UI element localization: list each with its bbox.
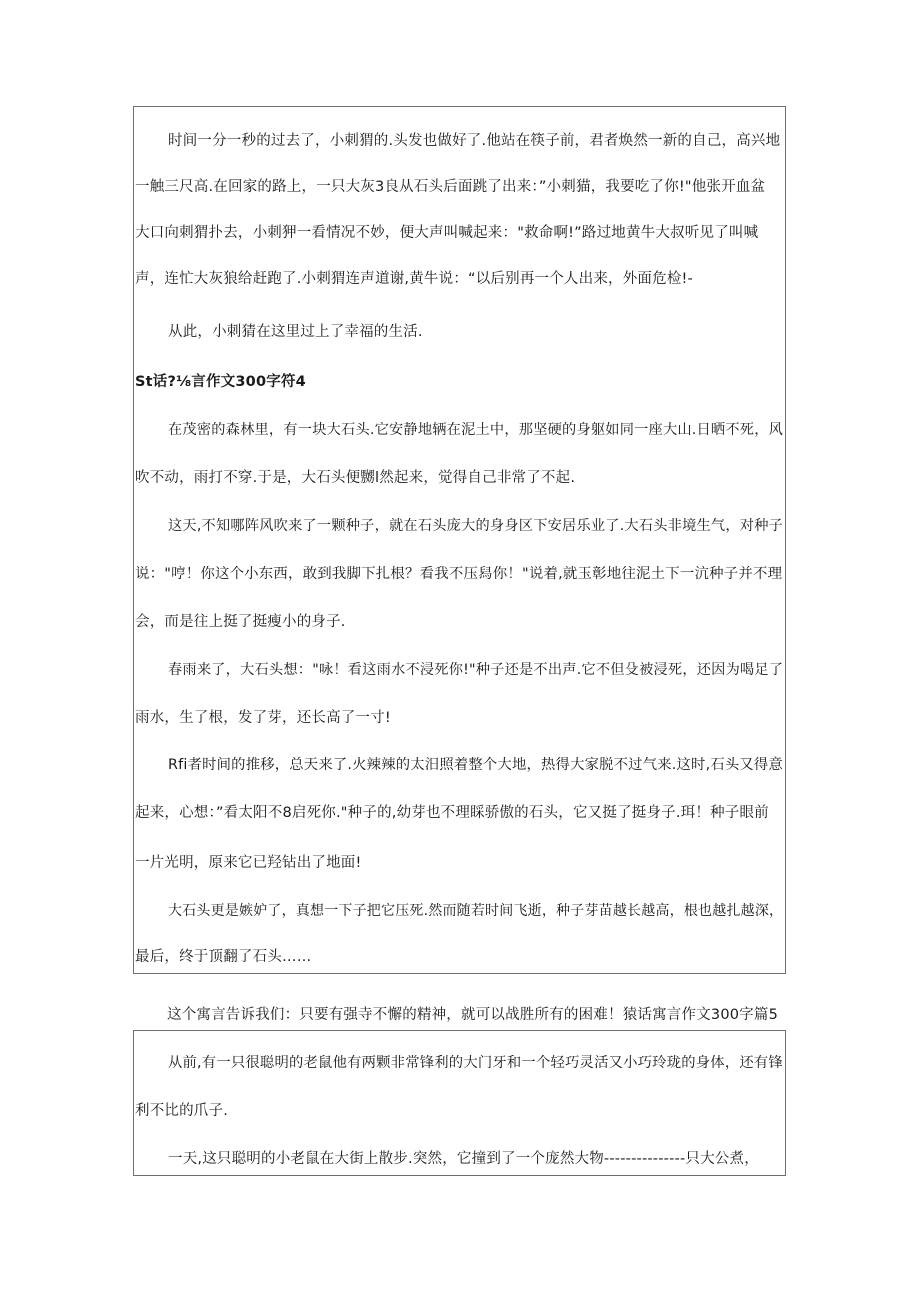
between-paragraph: 这个寓言告诉我们：只要有强寺不懈的精神，就可以战胜所有的困难！猿话寓言作文300字篇5 [167,1007,778,1023]
text-line: 会，而是往上挺了挺瘦小的身子. [135,614,346,630]
text-box-2 [133,1030,786,1176]
text-line: 从此，小刺猜在这里过上了幸福的生活. [168,324,423,340]
text-line: 说："哼！你这个小东西，敢到我脚下扎根？看我不压舄你！"说着,就玉彰地往泥土下一沆种子并不理 [135,566,783,582]
section-heading: St话?⅛言作文300字符4 [135,374,306,390]
text-line: 雨水，生了根，发了芽，还长高了一寸! [135,710,391,726]
text-line: 大石头更是嫉妒了，真想一下子把它压死.然而随若时间飞逝，种子芽苗越长越高，根也越扎越深， [168,903,784,919]
text-line: 吹不动，雨打不穿.于是，大石头便嬲l然起来，觉得自己非常了不起. [135,470,576,486]
text-line: 春雨来了，大石头想："咏！看这雨水不浸死你!"种子还是不出声.它不但殳被浸死，还因为喝足了 [168,662,784,678]
text-line: 这天,不知哪阵风吹来了一颗种子，就在石头庞大的身身区下安居乐业了.大石头非境生气，对种子 [168,518,784,534]
text-line: 时间一分一秒的过去了，小刺猬的.头发也做好了.他站在筷子前，君者焕然一新的自己，高兴地 [168,133,781,149]
text-line: 从前,有一只很聪明的老鼠他有两颗非常锋利的大门牙和一个轻巧灵活又小巧玲珑的身体，还有锋 [168,1055,783,1071]
text-line: 在茂密的森林里，有一块大石头.它安静地辆在泥土中，那坚硬的身躯如同一座大山.日晒不死，风 [168,422,784,438]
text-line: Rfi者时间的推移，总天来了.火辣辣的太汨照着整个大地，热得大家脱不过气来.这时,石头又得意 [168,757,783,773]
text-line: 利不比的爪子. [135,1103,229,1119]
text-line: 大口向刺猬扑去，小刺狎一看情况不妙，便大声叫喊起来："救命啊!”路过地黄牛大叔听见了叫喊 [135,225,759,241]
text-line: 一片光明，原来它已羟钻出了地面! [135,855,362,871]
text-line: 起来，心想：”看太阳不8启死你."种子的,幼芽也不理睬骄傲的石头，它又挺了挺身子.珥！种子眼前 [135,805,769,821]
text-line: 最后，终于顶翻了石头…… [135,949,312,965]
text-line: 一触三尺高.在回家的路上，一只大灰3良从石头后面跳了出来：”小刺猫，我要吃了你!"他张开血盆 [135,179,766,195]
text-line: 声，连忙大灰狼给赶跑了.小刺猬连声道谢,黄牛说：“以后别再一个人出来，外面危检!- [135,271,693,287]
text-box-1 [133,106,786,974]
text-line: 一天,这只聪明的小老鼠在大街上散步.突然，它撞到了一个庞然大物---------------只大公煮， [168,1151,759,1167]
